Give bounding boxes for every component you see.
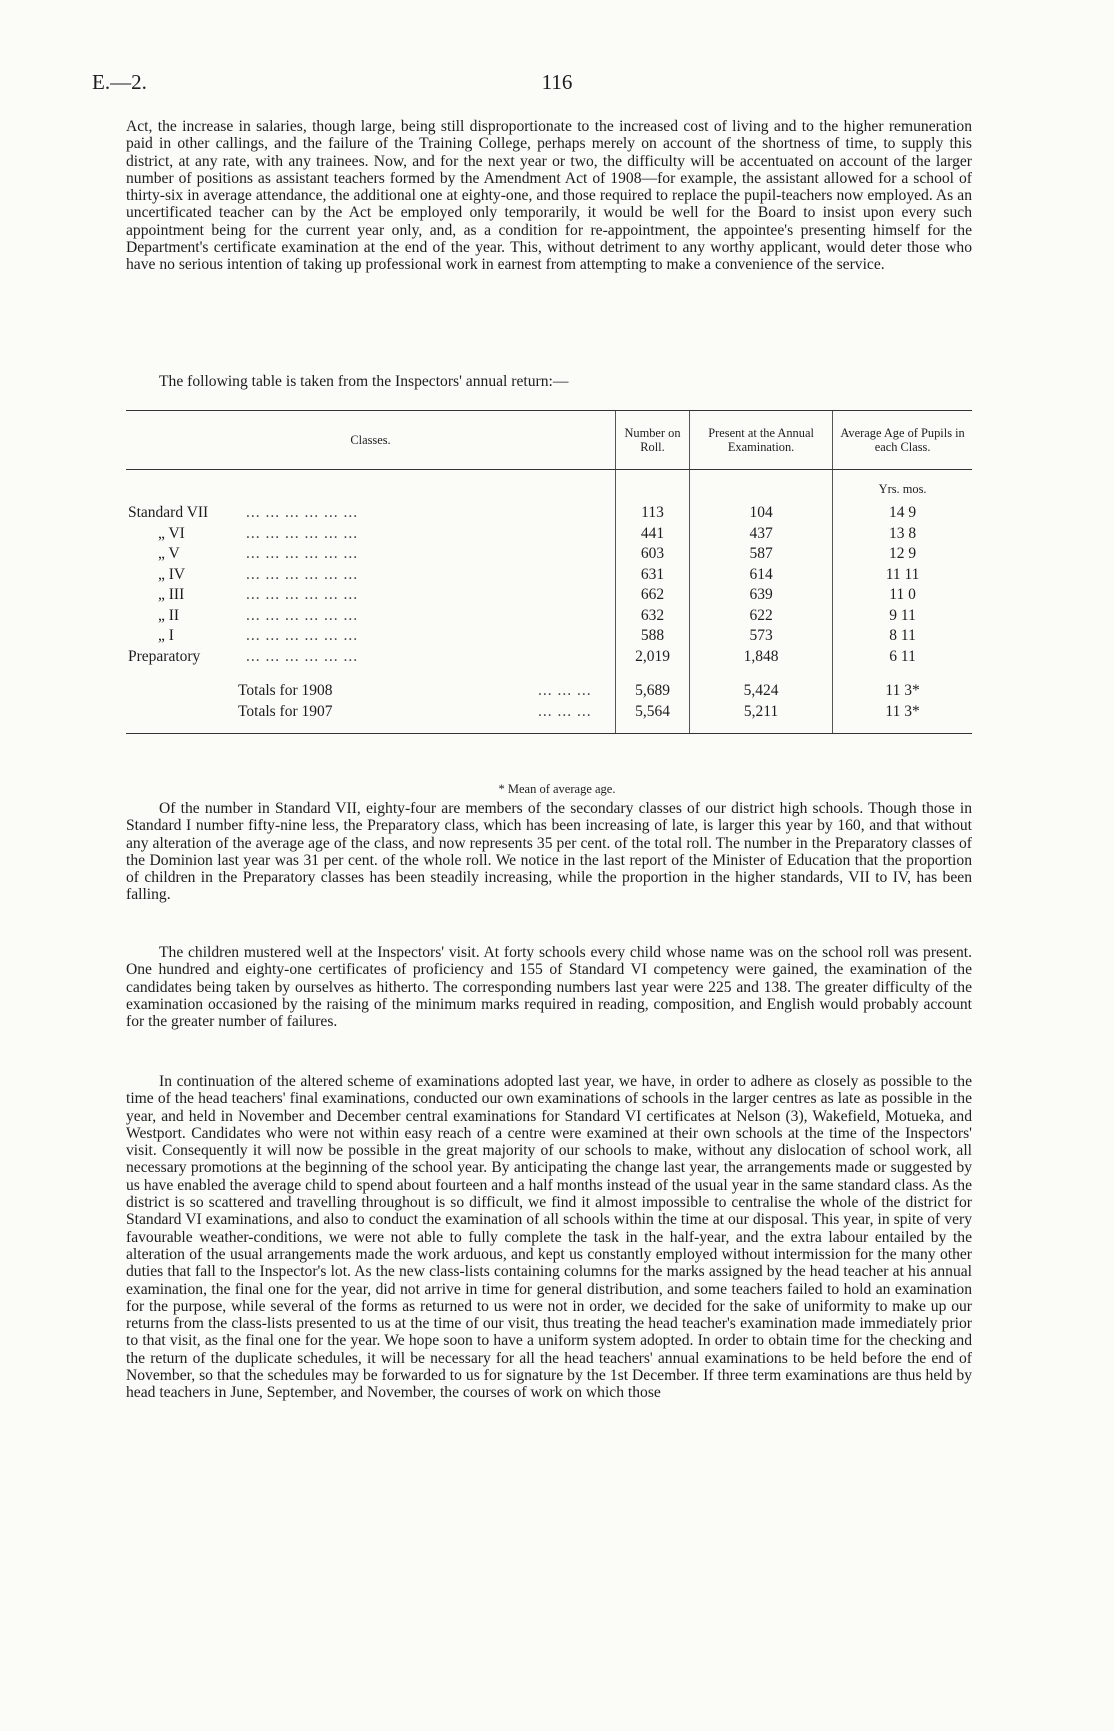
row-roll: 113 xyxy=(616,504,690,525)
row-present: 437 xyxy=(690,525,833,546)
header-age: Average Age of Pupils in each Class. xyxy=(833,411,972,470)
row-present: 104 xyxy=(690,504,833,525)
row-age: 8 11 xyxy=(833,627,972,648)
row-label: „ II xyxy=(158,606,180,624)
row-age: 14 9 xyxy=(833,504,972,525)
totals-age: 11 3* xyxy=(833,703,972,734)
paragraph-inspectors-visit: The children mustered well at the Inspectors' visit. At forty schools every child whose name was on the school roll was present. One hundred and eighty-one certificates of proficiency and 155 of Standard VI competency were gained, the examination of the candidates being taken by ourselves as hitherto. The corresponding numbers last year were 225 and 138. The greater difficulty of the examination occasioned by the raising of the minimum marks required in reading, composition, and English would probably account for the greater number of failures. xyxy=(126,944,972,1031)
row-present: 1,848 xyxy=(690,648,833,669)
unit-row xyxy=(126,470,972,505)
paragraph-standard-vii: Of the number in Standard VII, eighty-four are members of the secondary classes of our district high schools. Though those in Standard I number fifty-nine less, the Preparatory class, which has been increasing of late, is larger this year by 160, and that without any alteration of the average age of the class, and now represents 35 per cent. of the total roll. The number in the Preparatory classes of the Dominion last year was 31 per cent. of the whole roll. We notice in the last report of the Minister of Education that the proportion of children in the Preparatory classes has been steadily increasing, while the proportion in the higher standards, VII to IV, has been falling. xyxy=(126,800,972,904)
table-row: „ IV ... ... ... ... ... ... 631 614 11 11 xyxy=(126,566,972,587)
row-roll: 603 xyxy=(616,545,690,566)
header-present: Present at the Annual Examination. xyxy=(690,411,833,470)
totals-roll: 5,564 xyxy=(616,703,690,734)
table-intro: The following table is taken from the Inspectors' annual return:— xyxy=(159,373,569,390)
page-header xyxy=(0,70,1114,100)
totals-row: Totals for 1908 ... ... ... 5,689 5,424 11 3* xyxy=(126,682,972,703)
row-label: „ VI xyxy=(158,524,185,542)
classes-table xyxy=(126,410,972,734)
row-age: 6 11 xyxy=(833,648,972,669)
age-unit: Yrs. mos. xyxy=(833,470,972,505)
row-label: „ IV xyxy=(158,565,186,583)
row-roll: 441 xyxy=(616,525,690,546)
table-row: „ VI ... ... ... ... ... ... 441 437 13 8 xyxy=(126,525,972,546)
row-age: 13 8 xyxy=(833,525,972,546)
row-roll: 2,019 xyxy=(616,648,690,669)
page-number: 116 xyxy=(541,70,573,94)
row-roll: 631 xyxy=(616,566,690,587)
section-code: E.—2. xyxy=(92,70,147,94)
totals-present: 5,211 xyxy=(690,703,833,734)
table-row: „ V ... ... ... ... ... ... 603 587 12 9 xyxy=(126,545,972,566)
row-label: „ III xyxy=(158,586,185,603)
paragraph-continuation: Act, the increase in salaries, though large, being still disproportionate to the increased cost of living and to the higher remuneration paid in other callings, and the failure of the Training College, perhaps merely on account of the shortness of time, to supply this district, at any rate, with any trainees. Now, and for the next year or two, the difficulty will be accentuated on account of the larger number of positions as assistant teachers formed by the Amendment Act of 1908—for example, the assistant allowed for a school of thirty-six in average attendance, the additional one at eighty-one, and those required to replace the pupil-teachers now employed. As an uncertificated teacher can by the Act be employed only temporarily, it would be well for the Board to insist upon every such appointment being for the current year only, and, as a condition for re-appointment, the appointee's presenting himself for the Department's certificate examination at the end of the year. This, without detriment to any worthy applicant, would deter those who have no serious intention of taking up professional work in earnest from attempting to make a convenience of the service. xyxy=(126,118,972,274)
totals-label: Totals for 1908 xyxy=(238,682,333,699)
totals-roll: 5,689 xyxy=(616,682,690,703)
header-roll: Number on Roll. xyxy=(616,411,690,470)
table-row: „ II ... ... ... ... ... ... 632 622 9 11 xyxy=(126,607,972,628)
table-header-row xyxy=(126,411,972,470)
row-roll: 588 xyxy=(616,627,690,648)
row-label: Standard VII xyxy=(128,504,209,521)
row-present: 614 xyxy=(690,566,833,587)
row-roll: 662 xyxy=(616,586,690,607)
row-label: „ I xyxy=(158,627,174,644)
paragraph-examinations: In continuation of the altered scheme of examinations adopted last year, we have, in order to adhere as closely as possible to the time of the head teachers' final examinations, conducted our own examinations of schools in the larger centres as late as possible in the year, and held in November and December central examinations for Standard VI certificates at Nelson (3), Wakefield, Motueka, and Westport. Candidates who were not within easy reach of a centre were examined at their own schools at the time of the Inspectors' visit. Consequently it will now be possible in the great majority of our schools to make, without any dislocation of school work, all necessary promotions at the beginning of the school year. By anticipating the change last year, the arrangements made or suggested by us have enabled the average child to spend about fourteen and a half months instead of the usual year in the same standard class. As the district is so scattered and travelling throughout is so difficult, we find it almost impossible to centralise the whole of the district for Standard VI examinations, and also to conduct the examination of all schools within the time at our disposal. This year, in spite of very favourable weather-conditions, we were not able to fully complete the task in the half-year, and the extra labour entailed by the alteration of the usual arrangements made the work arduous, and kept us constantly employed without intermission for the many other duties that fall to the Inspector's lot. As the new class-lists containing columns for the marks assigned by the head teacher at his annual examination, the final one for the year, did not arrive in time for general distribution, and some teachers failed to hold an examination for the purpose, while several of the forms as returned to us were not in order, we decided for the sake of uniformity to make up our returns from the class-lists presented to us at the time of our visit, thus treating the head teacher's examination made immediately prior to that visit, as the final one for the year. We hope soon to have a uniform system adopted. In order to obtain time for the checking and the return of the duplicate schedules, it will be necessary for all the head teachers' annual examinations to be held before the end of November, so that the schedules may be forwarded to us for signature by the 1st December. If three term examinations are thus held by head teachers in June, September, and November, the courses of work on which those xyxy=(126,1073,972,1402)
row-age: 12 9 xyxy=(833,545,972,566)
totals-label: Totals for 1907 xyxy=(238,702,333,720)
row-age: 11 11 xyxy=(833,566,972,587)
table-row: Standard VII ... ... ... ... ... ... 113 104 14 9 xyxy=(126,504,972,525)
table-footnote: * Mean of average age. xyxy=(498,782,616,796)
row-present: 622 xyxy=(690,607,833,628)
row-label: „ V xyxy=(158,545,180,562)
totals-age: 11 3* xyxy=(833,682,972,703)
row-age: 11 0 xyxy=(833,586,972,607)
totals-present: 5,424 xyxy=(690,682,833,703)
header-classes: Classes. xyxy=(126,411,616,470)
table-row: Preparatory ... ... ... ... ... ... 2,019 1,848 6 11 xyxy=(126,648,972,669)
row-present: 639 xyxy=(690,586,833,607)
row-label: Preparatory xyxy=(128,647,201,665)
row-roll: 632 xyxy=(616,607,690,628)
row-present: 573 xyxy=(690,627,833,648)
totals-row: Totals for 1907 ... ... ... 5,564 5,211 11 3* xyxy=(126,703,972,734)
table-row: „ III ... ... ... ... ... ... 662 639 11 0 xyxy=(126,586,972,607)
table-row: „ I ... ... ... ... ... ... 588 573 8 11 xyxy=(126,627,972,648)
row-present: 587 xyxy=(690,545,833,566)
row-age: 9 11 xyxy=(833,607,972,628)
